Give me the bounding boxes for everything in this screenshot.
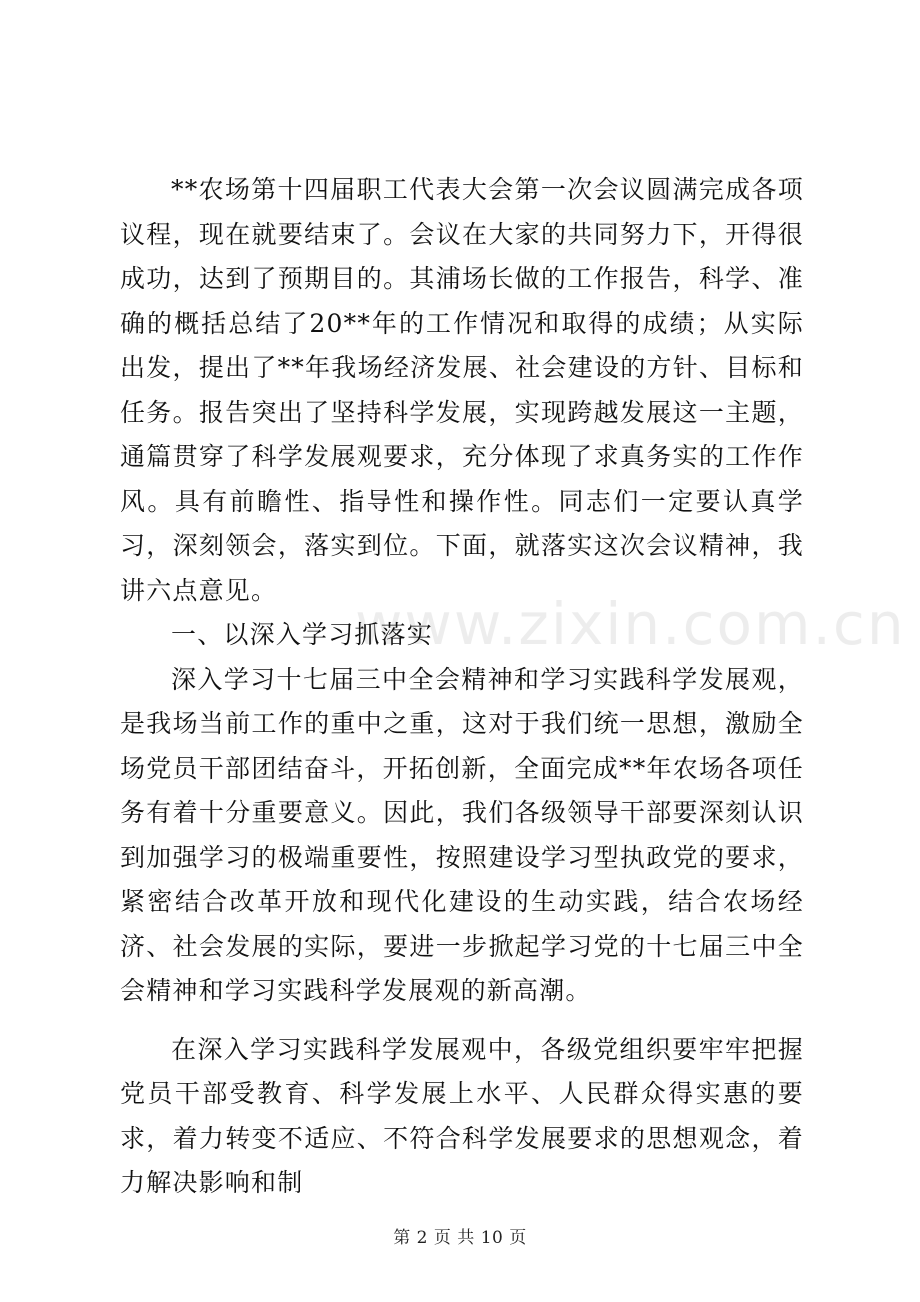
page-number-footer: 第 2 页 共 10 页 bbox=[393, 1228, 527, 1248]
paragraph-study: 深入学习十七届三中全会精神和学习实践科学发展观，是我场当前工作的重中之重，这对于我们统一思想，激励全场党员干部团结奋斗，开拓创新，全面完成**年农场各项任务有着十分重要意义。因此，我们各级领导干部要深刻认识到加强学习的极端重要性，按照建设学习型执政党的要求，紧密结合改革开放和现代化建设的生动实践，结合农场经济、社会发展的实际，要进一步掀起学习党的十七届三中全会精神和学习实践科学发展观的新高潮。 bbox=[120, 664, 804, 1005]
paragraph-practice: 在深入学习实践科学发展观中，各级党组织要牢牢把握党员干部受教育、科学发展上水平、人民群众得实惠的要求，着力转变不适应、不符合科学发展要求的思想观念，着力解决影响和制 bbox=[120, 1034, 804, 1197]
section-heading: 一、以深入学习抓落实 bbox=[171, 620, 434, 649]
document-body bbox=[120, 168, 804, 1206]
paragraph-opening: **农场第十四届职工代表大会第一次会议圆满完成各项议程，现在就要结束了。会议在大家的共同努力下，开得很成功，达到了预期目的。其浦场长做的工作报告，科学、准确的概括总结了20**年的工作情况和取得的成绩；从实际出发，提出了**年我场经济发展、社会建设的方针、目标和任务。报告突出了坚持科学发展，实现跨越发展这一主题，通篇贯穿了科学发展观要求，充分体现了求真务实的工作作风。具有前瞻性、指导性和操作性。同志们一定要认真学习，深刻领会，落实到位。下面，就落实这次会议精神，我讲六点意见。 bbox=[120, 175, 804, 605]
watermark: www.zixin.com.cn bbox=[355, 590, 906, 658]
